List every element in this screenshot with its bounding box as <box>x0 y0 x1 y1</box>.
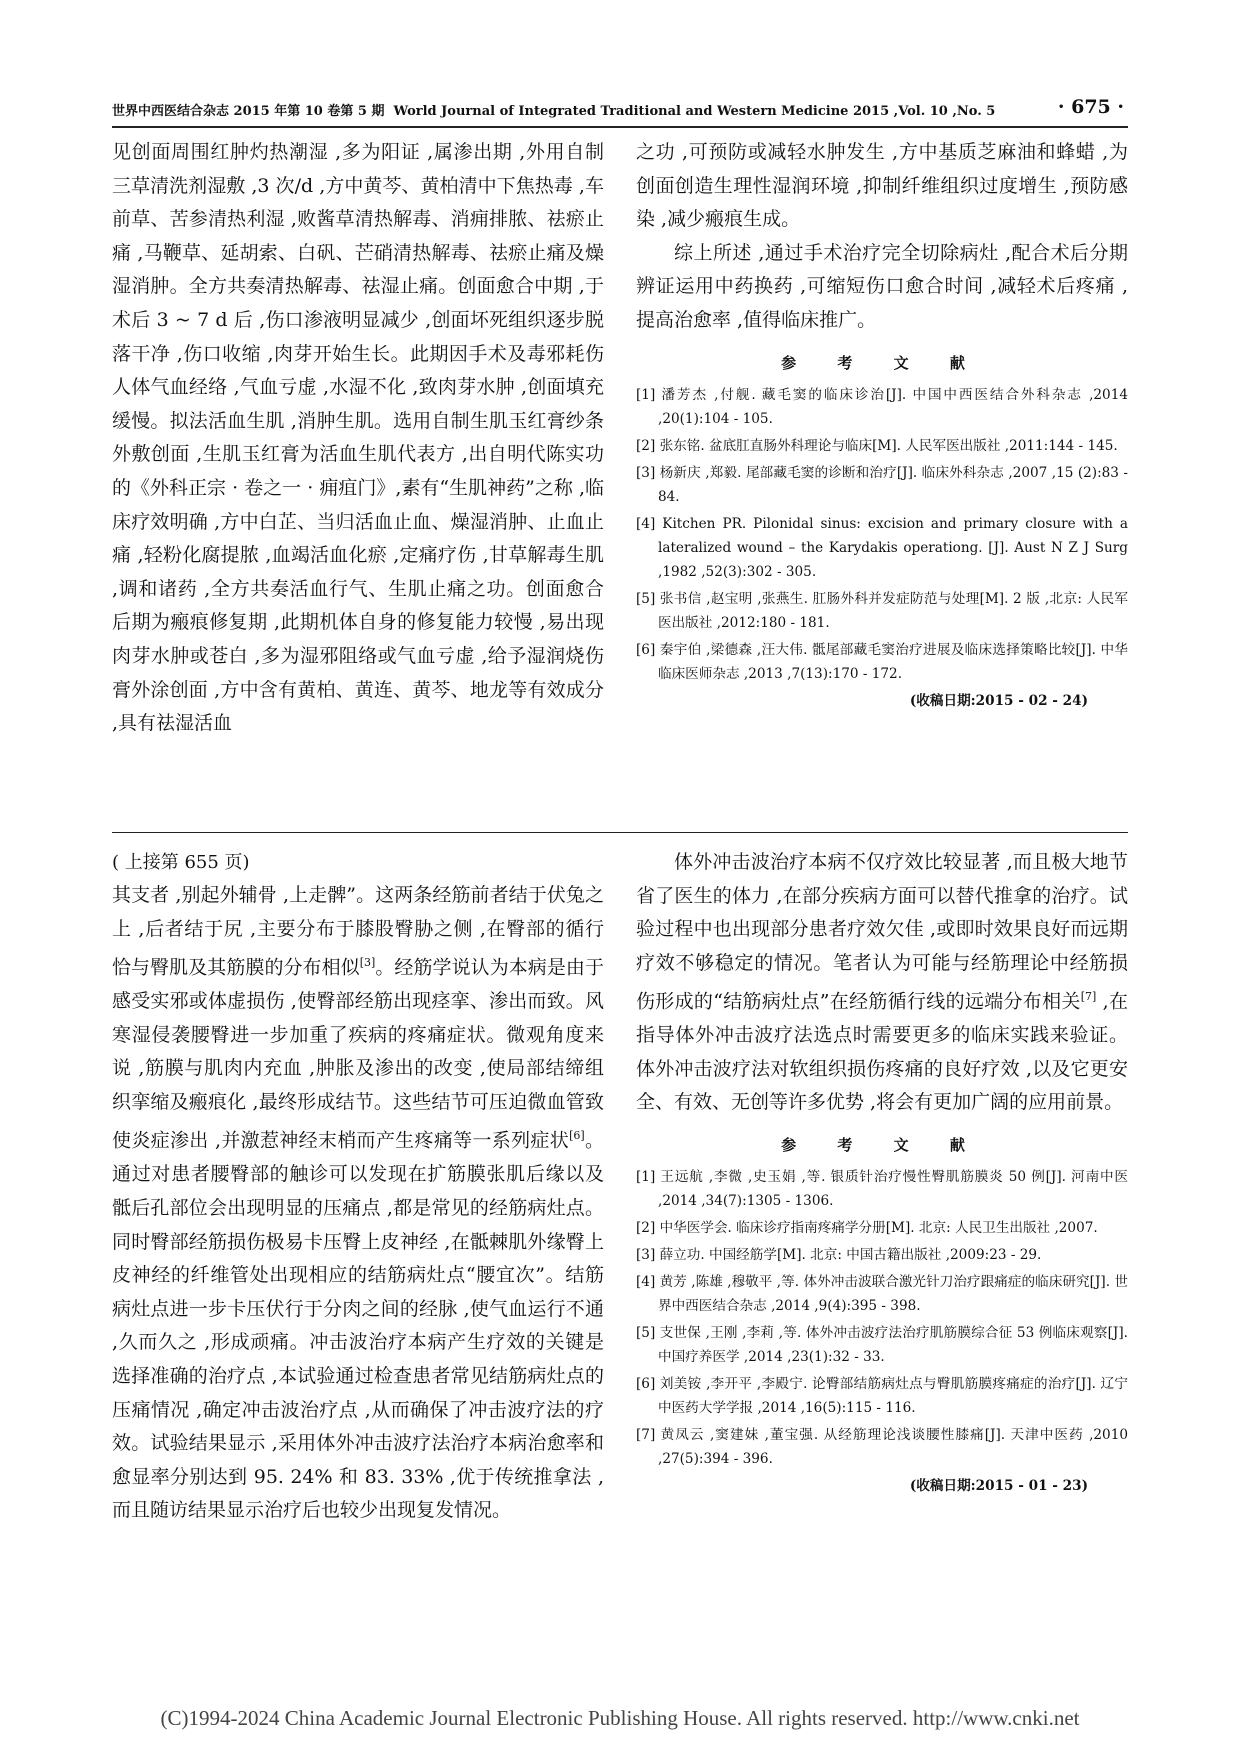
reference-item: [1] 王远航 ,李微 ,史玉娟 ,等. 银质针治疗慢性臀肌筋膜炎 50 例[J]. 河南中医 ,2014 ,34(7):1305 - 1306. <box>636 1169 1128 1210</box>
reference-item: [2] 中华医学会. 临床诊疗指南疼痛学分册[M]. 北京: 人民卫生出版社 ,2007. <box>636 1220 1098 1237</box>
citation: [6] <box>569 1129 585 1143</box>
running-header <box>112 96 1128 124</box>
received-date: (收稿日期:2015 - 01 - 23) <box>909 1478 1088 1495</box>
reference-item: [3] 薛立功. 中国经筋学[M]. 北京: 中国古籍出版社 ,2009:23 - 29. <box>636 1247 1042 1264</box>
reference-list <box>636 1165 1128 1471</box>
reference-item: [1] 潘芳杰 ,付舰. 藏毛窦的临床诊治[J]. 中国中西医结合外科杂志 ,2014 ,20(1):104 - 105. <box>636 386 1128 427</box>
body-paragraph <box>636 846 1128 1120</box>
journal-title-en: World Journal of Integrated Traditional and Western Medicine 2015 ,Vol. 10 ,No. 5 <box>393 104 996 119</box>
page-number: · 675 · <box>1057 96 1124 118</box>
reference-item: [5] 张书信 ,赵宝明 ,张燕生. 肛肠外科并发症防范与处理[M]. 2 版 ,北京: 人民军医出版社 ,2012:180 - 181. <box>636 590 1128 631</box>
reference-item: [6] 刘美铵 ,李开平 ,李殿宁. 论臀部结筋病灶点与臀肌筋膜疼痛症的治疗[J]. 辽宁中医药大学学报 ,2014 ,16(5):115 - 116. <box>636 1376 1128 1417</box>
reference-item: [2] 张东铭. 盆底肛直肠外科理论与临床[M]. 人民军医出版社 ,2011:144 - 145. <box>636 437 1118 454</box>
body-paragraph: 见创面周围红肿灼热潮湿 ,多为阳证 ,属渗出期 ,外用自制三草清洗剂湿敷 ,3 次/d ,方中黄芩、黄柏清中下焦热毒 ,车前草、苦参清热利湿 ,败酱草清热解毒、消痈排脓、祛瘀止痛 ,马鞭草、延胡索、白矾、芒硝清热解毒、祛瘀止痛及燥湿消肿。全方共奏清热解毒、祛湿止痛。创面愈合中期 ,于术后 3 ~ 7 d 后 ,伤口渗液明显减少 ,创面坏死组织逐步脱落干净 ,伤口收缩 ,肉芽开始生长。此期因手术及毒邪耗伤人体气血经络 ,气血亏虚 ,水湿不化 ,致肉芽水肿 ,创面填充缓慢。拟法活血生肌 ,消肿生肌。选用自制生肌玉红膏纱条外敷创面 ,生肌玉红膏为活血生肌代表方 ,出自明代陈实功的《外科正宗 · 卷之一 · 痈疽门》,素有“生肌神药”之称 ,临床疗效明确 ,方中白芷、当归活血止血、燥湿消肿、止血止痛 ,轻粉化腐提脓 ,血竭活血化瘀 ,定痛疗伤 ,甘草解毒生肌 ,调和诸药 ,全方共奏活血行气、生肌止痛之功。创面愈合后期为瘢痕修复期 ,此期机体自身的修复能力较慢 ,易出现肉芽水肿或苍白 ,多为湿邪阻络或气血亏虚 ,给予湿润烧伤膏外涂创面 ,方中含有黄柏、黄连、黄芩、地龙等有效成分 ,具有祛湿活血 <box>112 141 604 735</box>
article-divider <box>112 832 1128 833</box>
conclusion-paragraph: 综上所述 ,通过手术治疗完全切除病灶 ,配合术后分期辨证运用中药换药 ,可缩短伤口愈合时间 ,减轻术后疼痛 ,提高治愈率 ,值得临床推广。 <box>636 241 1128 331</box>
citation: [7] <box>1080 990 1097 1004</box>
references-heading: 参 考 文 献 <box>781 1136 983 1155</box>
reference-item: [4] 黄芳 ,陈雄 ,穆敬平 ,等. 体外冲击波联合激光针刀治疗跟痛症的临床研究[J]. 世界中西医结合杂志 ,2014 ,9(4):395 - 398. <box>636 1274 1128 1315</box>
continued-note: ( 上接第 655 页) <box>112 852 250 873</box>
reference-item: [5] 支世保 ,王刚 ,李莉 ,等. 体外冲击波疗法治疗肌筋膜综合征 53 例临床观察[J]. 中国疗养医学 ,2014 ,23(1):32 - 33. <box>636 1325 1128 1366</box>
top-right-column <box>636 136 1128 709</box>
text-run: 体外冲击波治疗本病不仅疗效比较显著 ,而且极大地节省了医生的体力 ,在部分疾病方面可以替代推拿的治疗。试验过程中也出现部分患者疗效欠佳 ,或即时效果良好而远期疗效不够稳定的情况。笔者认为可能与经筋理论中经筋损伤形成的“结筋病灶点”在经筋循行线的远端分布相关 <box>636 851 1128 1013</box>
reference-list <box>636 383 1128 686</box>
received-date: (收稿日期:2015 - 02 - 24) <box>909 692 1088 709</box>
text-run: ,在指导体外冲击波疗法选点时需要更多的临床实践来验证。体外冲击波疗法对软组织损伤疼痛的良好疗效 ,以及它更安全、有效、无创等许多优势 ,将会有更加广阔的应用前景。 <box>636 990 1128 1114</box>
bottom-right-column <box>636 846 1128 1494</box>
body-paragraph <box>112 879 604 1528</box>
journal-title-cn: 世界中西医结合杂志 2015 年第 10 卷第 5 期 <box>112 104 385 119</box>
journal-citation <box>112 100 995 119</box>
top-left-column <box>112 136 604 741</box>
reference-item: [4] Kitchen PR. Pilonidal sinus: excision and primary closure with a lateralized wound – the Karydakis operationg. [J]. Aust N Z J Surg ,1982 ,52(3):302 - 305. <box>636 515 1128 580</box>
references-heading: 参 考 文 献 <box>781 353 983 372</box>
text-run: 。通过对患者腰臀部的触诊可以发现在扩筋膜张肌后缘以及骶后孔部位会出现明显的压痛点 ,都是常见的经筋病灶点。同时臀部经筋损伤极易卡压臀上皮神经 ,在骶棘肌外缘臀上皮神经的纤维管处出现相应的结筋病灶点“腰宜次”。结筋病灶点进一步卡压伏行于分肉之间的经脉 ,使气血运行不通 ,久而久之 ,形成顽痛。冲击波治疗本病产生疗效的关键是选择准确的治疗点 ,本试验通过检查患者常见结筋病灶点的压痛情况 ,确定冲击波治疗点 ,从而确保了冲击波疗法的疗效。试验结果显示 ,采用体外冲击波疗法治疗本病治愈率和愈显率分别达到 95. 24% 和 83. 33% ,优于传统推拿法 ,而且随访结果显示治疗后也较少出现复发情况。 <box>112 1129 604 1522</box>
text-run: 。经筋学说认为本病是由于感受实邪或体虚损伤 ,使臀部经筋出现痉挛、渗出而致。风寒湿侵袭腰臀进一步加重了疾病的疼痛症状。微观角度来说 ,筋膜与肌肉内充血 ,肿胀及渗出的改变 ,使局部结缔组织挛缩及瘢痕化 ,最终形成结节。这些结节可压迫微血管致使炎症渗出 ,并激惹神经末梢而产生疼痛等一系列症状 <box>112 956 604 1152</box>
reference-item: [7] 黄凤云 ,窦建妹 ,董宝强. 从经筋理论浅谈腰性膝痛[J]. 天津中医药 ,2010 ,27(5):394 - 396. <box>636 1427 1128 1468</box>
copyright-footer: (C)1994-2024 China Academic Journal Electronic Publishing House. All rights reserved. http://www.cnki.net <box>160 1706 1080 1730</box>
header-rule <box>112 126 1128 128</box>
reference-item: [6] 秦宇伯 ,梁德森 ,汪大伟. 骶尾部藏毛窦治疗进展及临床选择策略比较[J]. 中华临床医师杂志 ,2013 ,7(13):170 - 172. <box>636 641 1128 682</box>
citation: [3] <box>359 956 376 970</box>
body-paragraph: 之功 ,可预防或减轻水肿发生 ,方中基质芝麻油和蜂蜡 ,为创面创造生理性湿润环境 ,抑制纤维组织过度增生 ,预防感染 ,减少瘢痕生成。 <box>636 141 1128 231</box>
bottom-left-column <box>112 846 604 1528</box>
reference-item: [3] 杨新庆 ,郑毅. 尾部藏毛窦的诊断和治疗[J]. 临床外科杂志 ,2007 ,15 (2):83 - 84. <box>636 464 1128 505</box>
text-run: 其支者 ,别起外辅骨 ,上走髀”。这两条经筋前者结于伏兔之上 ,后者结于尻 ,主要分布于膝股臀胁之侧 ,在臀部的循行恰与臀肌及其筋膜的分布相似 <box>112 884 604 979</box>
